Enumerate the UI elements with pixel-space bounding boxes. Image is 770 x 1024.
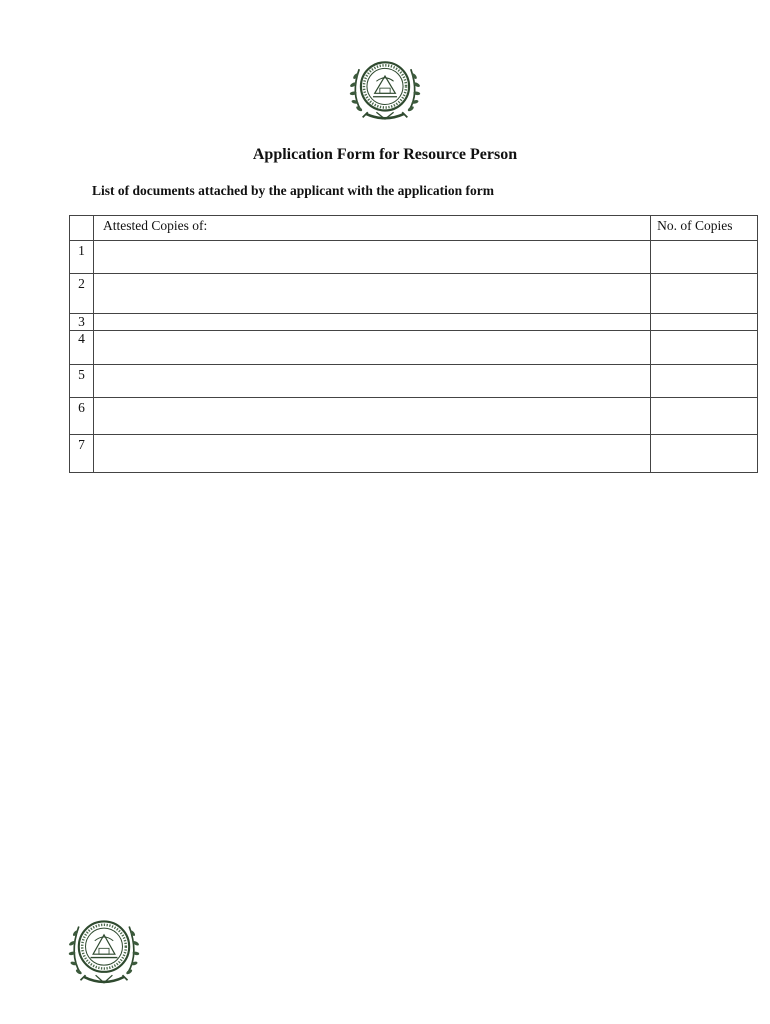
document-field[interactable]	[93, 241, 650, 274]
header-num-cell	[70, 216, 94, 241]
header-copies-label: No. of Copies	[657, 218, 733, 233]
documents-table	[69, 215, 758, 473]
row-number: 4	[70, 331, 94, 365]
row-number: 2	[70, 274, 94, 314]
table-row	[70, 314, 758, 331]
table-row	[70, 241, 758, 274]
copies-field[interactable]	[651, 241, 758, 274]
document-field[interactable]	[93, 274, 650, 314]
header-attested-copies	[93, 216, 650, 241]
row-number: 3	[70, 314, 94, 331]
page-title: Application Form for Resource Person	[252, 146, 518, 163]
row-number: 7	[70, 435, 94, 473]
copies-field[interactable]	[651, 398, 758, 435]
document-field[interactable]	[93, 398, 650, 435]
document-field[interactable]	[93, 365, 650, 398]
header-no-of-copies	[651, 216, 758, 241]
row-number: 5	[70, 365, 94, 398]
document-field[interactable]	[93, 314, 650, 331]
document-field[interactable]	[93, 435, 650, 473]
table-row	[70, 398, 758, 435]
table-header-row	[70, 216, 758, 241]
copies-field[interactable]	[651, 365, 758, 398]
copies-field[interactable]	[651, 274, 758, 314]
row-number: 6	[70, 398, 94, 435]
table-row	[70, 331, 758, 365]
row-number: 1	[70, 241, 94, 274]
copies-field[interactable]	[651, 331, 758, 365]
institution-seal-icon	[62, 908, 146, 992]
copies-field[interactable]	[651, 435, 758, 473]
copies-field[interactable]	[651, 314, 758, 331]
document-field[interactable]	[93, 331, 650, 365]
header-attested-label: Attested Copies of:	[102, 218, 208, 233]
form-subtitle: List of documents attached by the applicant with the application form	[92, 183, 495, 198]
table-row	[70, 435, 758, 473]
table-row	[70, 365, 758, 398]
table-row	[70, 274, 758, 314]
institution-seal-icon	[342, 50, 428, 128]
